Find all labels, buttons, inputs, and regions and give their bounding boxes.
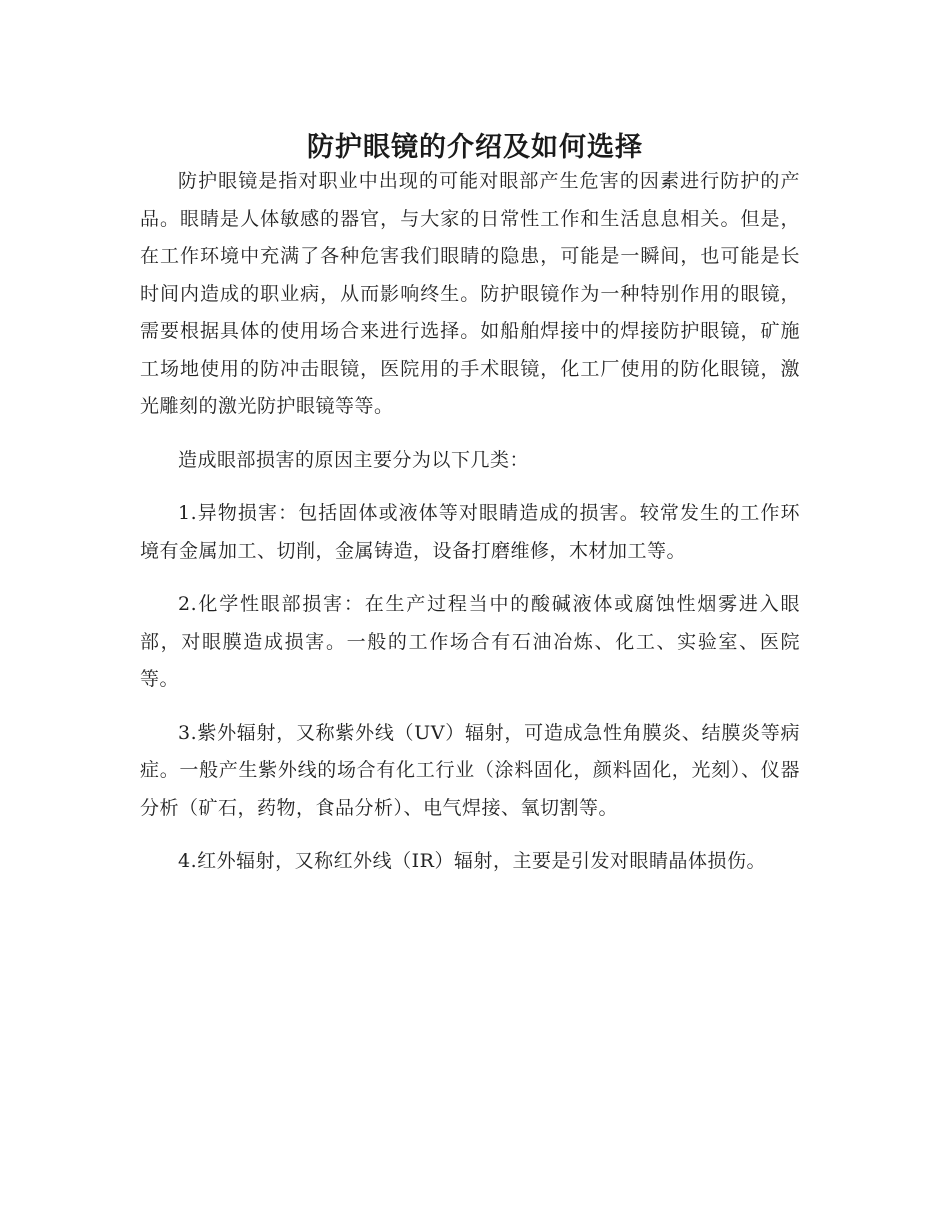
causes-heading-paragraph: 造成眼部损害的原因主要分为以下几类： <box>178 448 530 471</box>
page-title: 防护眼镜的介绍及如何选择 <box>307 132 643 164</box>
cause-item-infrared: 4.红外辐射，又称红外线（IR）辐射，主要是引发对眼睛晶体损伤。 <box>178 850 766 872</box>
cause-item-foreign-object: 1.异物损害：包括固体或液体等对眼睛造成的损害。较常发生的工作环境有金属加工、切削，金属铸造，设备打磨维修，木材加工等。 <box>140 502 800 562</box>
document-body <box>140 163 800 881</box>
cause-item-ultraviolet: 3.紫外辐射，又称紫外线（UV）辐射，可造成急性角膜炎、结膜炎等病症。一般产生紫外线的场合有化工行业（涂料固化，颜料固化，光刻）、仪器分析（矿石，药物，食品分析）、电气焊接、氧切割等。 <box>140 721 800 819</box>
cause-item-chemical: 2.化学性眼部损害：在生产过程当中的酸碱液体或腐蚀性烟雾进入眼部，对眼膜造成损害。一般的工作场合有石油冶炼、化工、实验室、医院等。 <box>140 593 800 690</box>
intro-paragraph: 防护眼镜是指对职业中出现的可能对眼部产生危害的因素进行防护的产品。眼睛是人体敏感的器官，与大家的日常性工作和生活息息相关。但是，在工作环境中充满了各种危害我们眼睛的隐患，可能是一瞬间，也可能是长时间内造成的职业病，从而影响终生。防护眼镜作为一种特别作用的眼镜，需要根据具体的使用场合来进行选择。如船舶焊接中的焊接防护眼镜，矿施工场地使用的防冲击眼镜，医院用的手术眼镜，化工厂使用的防化眼镜，激光雕刻的激光防护眼镜等等。 <box>140 170 800 417</box>
